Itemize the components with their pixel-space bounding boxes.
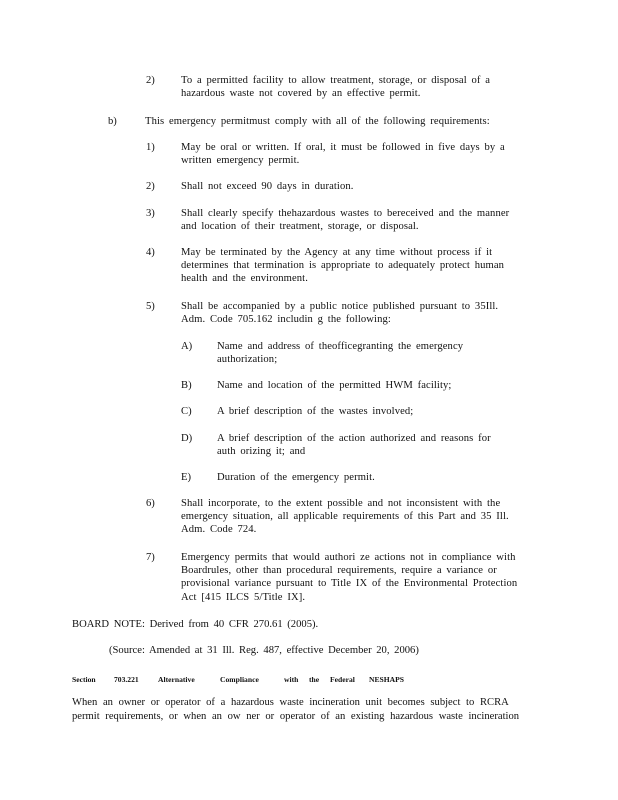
item-text: Duration of the emergency permit. [217, 472, 375, 483]
section-label: Section [72, 675, 96, 684]
item-marker: 2) [146, 75, 155, 86]
item-marker: C) [181, 406, 192, 417]
item-marker: 2) [146, 181, 155, 192]
item-text: This emergency permitmust comply with all of the following requirements: [145, 116, 490, 127]
item-marker: 7) [146, 552, 155, 563]
item-text: Shall be accompanied by a public notice published pursuant to 35Ill. Adm. Code 705.162 includin g the following: [181, 301, 499, 326]
source-note: (Source: Amended at 31 Ill. Reg. 487, effective December 20, 2006) [109, 645, 419, 656]
item-marker: A) [181, 341, 193, 352]
item-text: Shall not exceed 90 days in duration. [181, 181, 354, 192]
section-title-word: Alternative [158, 675, 195, 684]
body-paragraph-line: permit requirements, or when an ow ner or operator of an existing hazardous waste incineration [72, 711, 520, 722]
item-marker: 4) [146, 247, 155, 258]
item-text: Emergency permits that would authori ze actions not in compliance with Boardrules, other than procedural requirements, require a variance or provisional variance pursuant to Title IX of the Environmental Protection Act [415 ILCS 5/Title IX]. [181, 552, 518, 603]
section-title-word: Compliance [220, 675, 259, 684]
section-title-word: the [309, 675, 320, 684]
item-text: Shall clearly specify thehazardous wastes to bereceived and the manner and location of their treatment, storage, or disposal. [181, 208, 510, 233]
body-paragraph-line: When an owner or operator of a hazardous waste incineration unit becomes subject to RCRA [72, 697, 509, 708]
section-heading [72, 673, 552, 683]
item-marker: 6) [146, 498, 155, 509]
item-text: May be oral or written. If oral, it must be followed in five days by a written emergency permit. [181, 142, 505, 167]
item-marker: b) [108, 116, 117, 127]
item-marker: 3) [146, 208, 155, 219]
item-marker: D) [181, 433, 193, 444]
item-text: Shall incorporate, to the extent possible and not inconsistent with the emergency situation, all applicable requirements of this Part and 35 Ill. Adm. Code 724. [181, 498, 509, 536]
item-text: A brief description of the wastes involved; [217, 406, 414, 417]
item-text: Name and location of the permitted HWM facility; [217, 380, 452, 391]
section-title-word: with [284, 675, 299, 684]
item-text: Name and address of theofficegranting the emergency authorization; [217, 341, 464, 366]
item-marker: B) [181, 380, 192, 391]
item-marker: 1) [146, 142, 155, 153]
section-number: 703.221 [114, 675, 139, 684]
section-title-word: Federal [330, 675, 355, 684]
section-title-word: NESHAPS [369, 675, 405, 684]
item-text: May be terminated by the Agency at any time without process if it determines that termination is appropriate to adequately protect human health and the environment. [181, 247, 505, 285]
item-marker: 5) [146, 301, 155, 312]
item-text: A brief description of the action authorized and reasons for auth orizing it; and [217, 433, 491, 458]
board-note: BOARD NOTE: Derived from 40 CFR 270.61 (2005). [72, 619, 319, 630]
item-marker: E) [181, 472, 191, 483]
item-text: To a permitted facility to allow treatment, storage, or disposal of a hazardous waste not covered by an effective permit. [181, 75, 491, 100]
